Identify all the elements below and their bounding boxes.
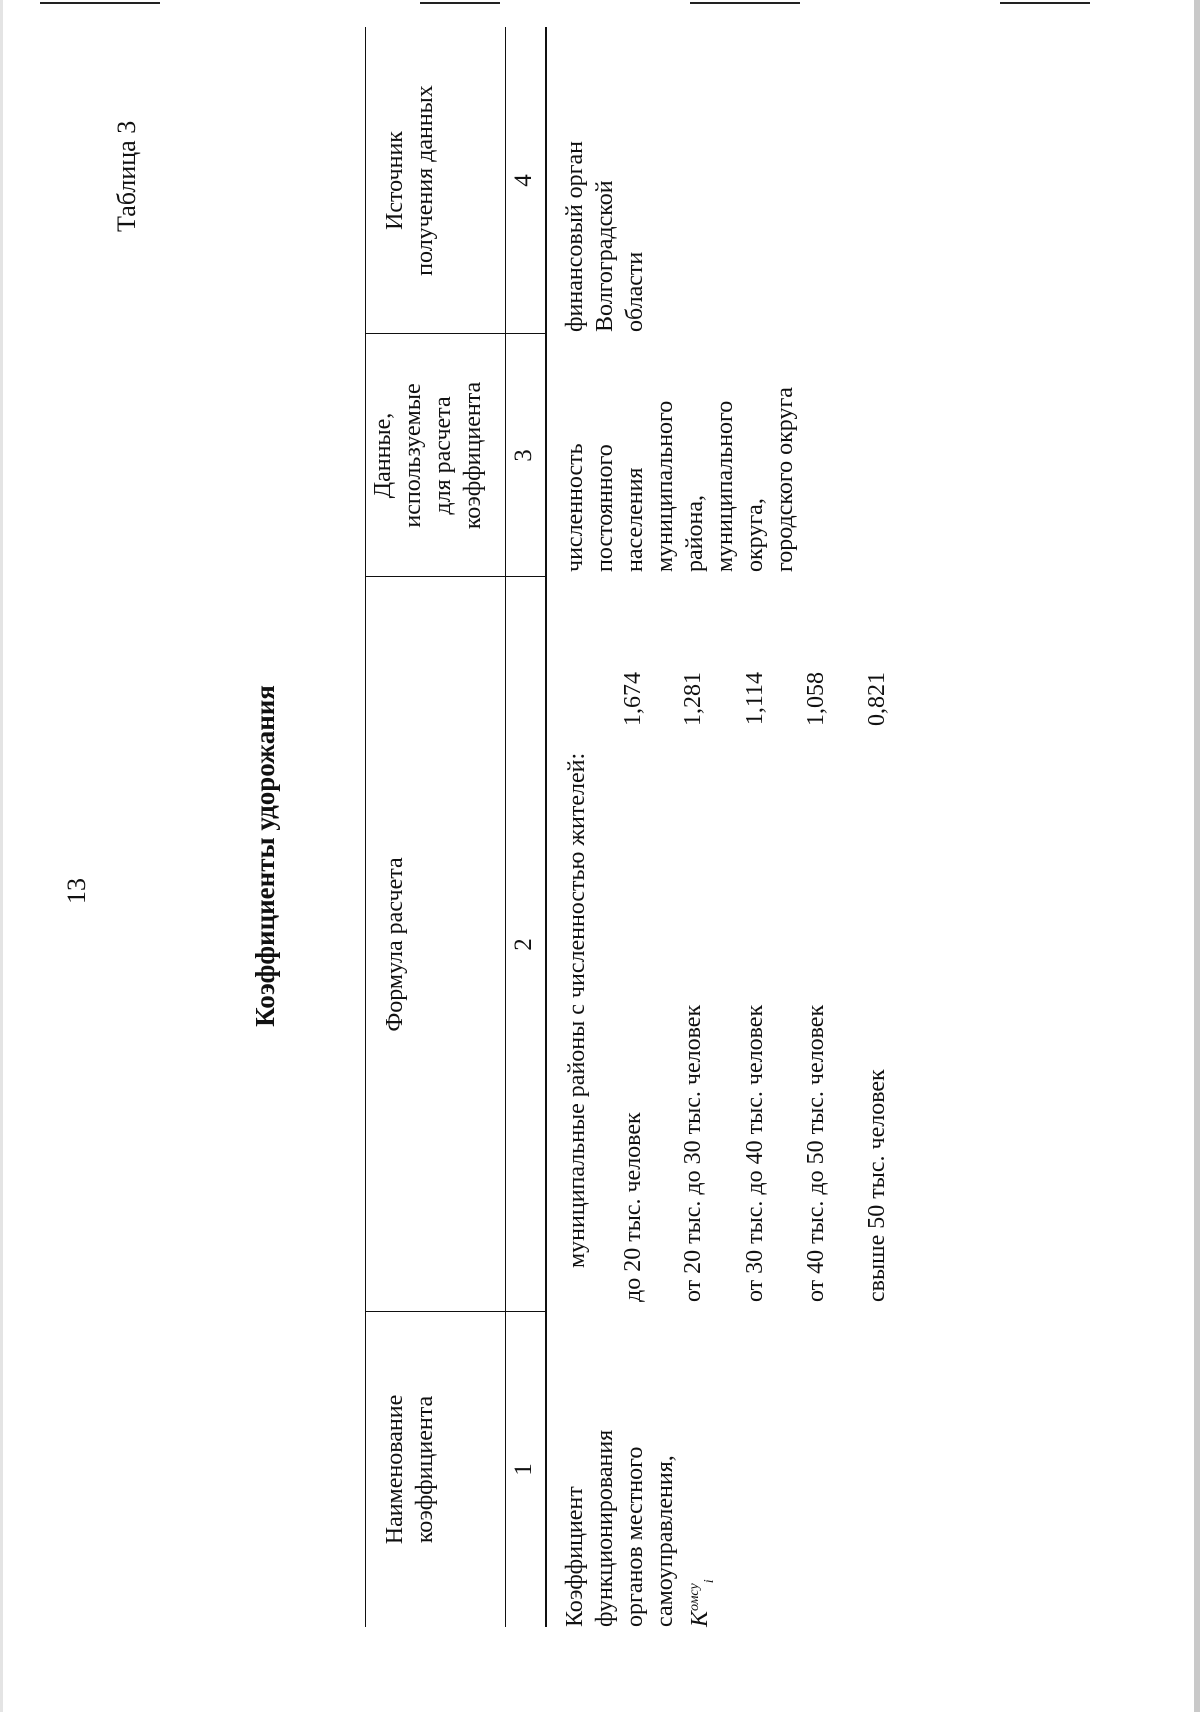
formula-row-label: от 20 тыс. до 30 тыс. человек [680, 1004, 706, 1302]
data-used-cell: численность постоянного населения муниципального района, муниципального округа, городского округа [562, 387, 798, 572]
header-bottom-rule [505, 27, 506, 1627]
formula-row-value: 1,674 [620, 672, 646, 726]
column-number-4: 4 [510, 174, 537, 187]
header-data-used: Данные, используемые для расчета коэффициента [370, 381, 486, 530]
column-number-2: 2 [510, 938, 537, 951]
formula-row-label: от 40 тыс. до 50 тыс. человек [803, 1004, 829, 1302]
header-data-source: Источник получения данных [382, 85, 438, 276]
header-formula: Формула расчета [382, 857, 408, 1032]
page-number: 13 [62, 878, 91, 904]
formula-lead: муниципальные районы с численностью жителей: [564, 752, 590, 1268]
formula-row-label: до 20 тыс. человек [620, 1112, 646, 1302]
formula-row-value: 0,821 [864, 672, 890, 726]
table-top-rule [365, 27, 366, 1627]
document-title: Коэффициенты удорожания [250, 685, 280, 1027]
formula-row-label: свыше 50 тыс. человек [864, 1069, 890, 1302]
formula-row-value: 1,114 [742, 672, 768, 726]
coefficient-name: Коэффициент функционирования органов местного самоуправления, $K^{омсу}_i$ [560, 1317, 725, 1627]
coefficient-symbol: $K^{омсу}_i$ [687, 1579, 717, 1627]
formula-row-label: от 30 тыс. до 40 тыс. человек [742, 1004, 768, 1302]
formula-row-value: 1,281 [680, 672, 706, 726]
column-numbers-rule [545, 27, 547, 1627]
header-coefficient-name: Наименование коэффициента [382, 1394, 438, 1545]
table-caption: Таблица 3 [112, 120, 141, 232]
column-number-1: 1 [510, 1463, 537, 1476]
data-source-cell: финансовый орган Волгоградской области [562, 140, 648, 332]
column-number-3: 3 [510, 449, 537, 462]
formula-row-value: 1,058 [803, 672, 829, 726]
